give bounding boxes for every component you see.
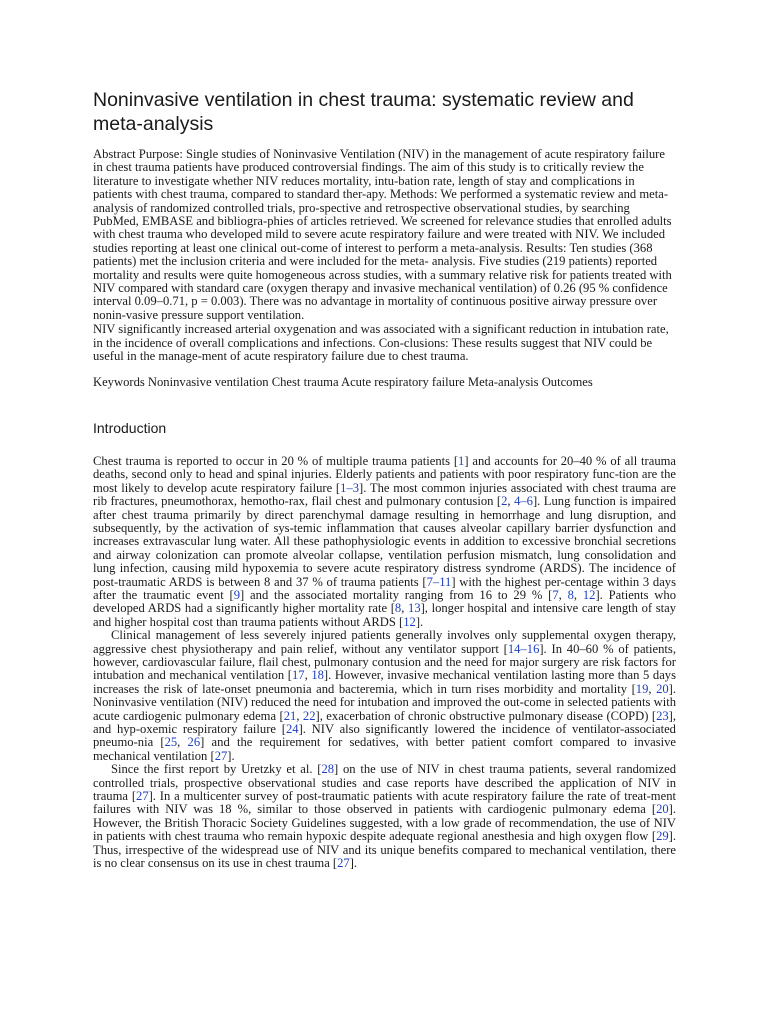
citation-link[interactable]: 14–16	[507, 641, 540, 656]
citation-link[interactable]: 13	[408, 601, 421, 616]
citation-link[interactable]: 27	[136, 789, 149, 804]
citation-link[interactable]: 8	[394, 601, 402, 616]
citation-link[interactable]: 25	[164, 735, 178, 750]
citation-link[interactable]: 24	[285, 722, 299, 737]
citation-link[interactable]: 23	[656, 708, 669, 723]
citation-link[interactable]: 28	[321, 762, 335, 777]
citation-link[interactable]: 7–11	[426, 574, 452, 589]
citation-link[interactable]: 7	[552, 587, 559, 602]
citation-link[interactable]: 2	[501, 494, 508, 509]
citation-link[interactable]: 12	[582, 587, 596, 602]
citation-link[interactable]: 9	[233, 587, 241, 602]
citation-link[interactable]: 12	[403, 614, 416, 629]
citation-link[interactable]: 1	[458, 453, 465, 468]
paper-page	[93, 88, 676, 871]
citation-link[interactable]: 8	[567, 587, 574, 602]
citation-link[interactable]: 20	[656, 802, 669, 817]
abstract-paragraph: Abstract Purpose: Single studies of Noninvasive Ventilation (NIV) in the management of acute respiratory failure in chest trauma patients have produced controversial findings. The aim of this study is to critically review the literature to investigate whether NIV reduces mortality, intu-bation rate, length of stay and complications in patients with chest trauma, compared to standard ther-apy. Methods: We performed a systematic review and meta-analysis of randomized controlled trials, pro-spective and retrospective observational studies, by searching PubMed, EMBASE and bibliogra-phies of articles retrieved. We screened for relevance studies that enrolled adults with chest trauma who developed mild to severe acute respiratory failure and were treated with NIV. We included studies reporting at least one clinical out-come of interest to perform a meta-analysis. Results: Ten studies (368 patients) met the inclusion criteria and were included for the meta- analysis. Five studies (219 patients) reported mortality and results were quite homogeneous across studies, with a summary relative risk for patients treated with NIV compared with standard care (oxygen therapy and invasive mechanical ventilation) of 0.26 (95 % confidence interval 0.09–0.71, p = 0.003). There was no advantage in mortality of continuous positive airway pressure over nonin-vasive pressure support ventilation.	[93, 147, 672, 322]
citation-link[interactable]: 27	[214, 748, 228, 763]
intro-paragraph-1: Chest trauma is reported to occur in 20 % of multiple trauma patients [1] and accounts for 20–40 % of all trauma deaths, second only to head and spinal injuries. Elderly patients and patients with poor respiratory func-tion are the most likely to develop acute respiratory failure [1–3]. The most common injuries associated with chest trauma are rib fractures, pneumothorax, hemotho-rax, flail chest and pulmonary contusion [2, 4–6]. Lung function is impaired after chest trauma primarily by direct parenchymal damage resulting in hemorrhage and lung disruption, and subsequently, by the activation of sys-temic inflammation that causes alveolar capillary barrier dysfunction and increases extravascular lung water. All these pathophysiologic events in addition to excessive bronchial secretions and airway colonization can promote alveolar collapse, ventilation perfusion mismatch, lung consolidation and lung infection, causing mild hypoxemia to severe acute respiratory distress syndrome (ARDS). The incidence of post-traumatic ARDS is between 8 and 37 % of trauma patients [7–11] with the highest per-centage within 3 days after the traumatic event [9] and the associated mortality ranging from 16 to 29 % [7, 8, 12]. Patients who developed ARDS had a significantly higher mortality rate [8, 13], longer hospital and intensive care length of stay and higher hospital cost than trauma patients without ARDS [12].	[93, 453, 677, 629]
citation-link[interactable]: 22	[302, 708, 316, 723]
citation-link[interactable]: 20	[656, 681, 669, 696]
intro-paragraph-2: Clinical management of less severely injured patients generally involves only supplemental oxygen therapy, aggressive chest physiotherapy and pain relief, without any ventilator support [14–16]. In 40–60 % of patients, however, cardiovascular failure, flail chest, pulmonary contusion and the need for major surgery are risk factors for intubation and mechanical ventilation [17, 18]. However, invasive mechanical ventilation lasting more than 5 days increases the risk of late-onset pneumonia and bacteremia, which in turn rises morbidity and mortality [19, 20]. Noninvasive ventilation (NIV) reduced the need for intubation and improved the out-come in selected patients with acute cardiogenic pulmonary edema [21, 22], exacerbation of chronic obstructive pulmonary disease (COPD) [23], and hyp-oxemic respiratory failure [24]. NIV also significantly lowered the incidence of ventilator-associated pneumo-nia [25, 26] and the requirement for sedatives, with better patient comfort compared to invasive mechanical ventilation [27].	[93, 628, 677, 763]
paper-title: Noninvasive ventilation in chest trauma: systematic review and meta-analysis	[93, 89, 634, 135]
intro-paragraph-3: Since the first report by Uretzky et al. [28] on the use of NIV in chest trauma patients, several randomized controlled trials, prospective observational studies and case reports have described the application of NIV in trauma [27]. In a multicenter survey of post-traumatic patients with acute respiratory failure the rate of treat-ment failures with NIV was 18 %, similar to those observed in patients with cardiogenic pulmonary edema [20]. However, the British Thoracic Society Guidelines suggested, with a low grade of recommendation, the use of NIV in patients with chest trauma who remain hypoxic despite adequate regional anesthesia and high oxygen flow [29]. Thus, irrespective of the widespread use of NIV and its unique benefits compared to mechanical ventilation, there is no clear consensus on its use in chest trauma [27].	[93, 762, 676, 871]
citation-link[interactable]: 17	[291, 668, 305, 683]
citation-link[interactable]: 29	[656, 829, 669, 844]
keywords: Keywords Noninvasive ventilation Chest trauma Acute respiratory failure Meta-analysis Outcomes	[93, 374, 593, 389]
citation-link[interactable]: 18	[311, 668, 324, 683]
section-heading-introduction: Introduction	[93, 419, 167, 436]
citation-link[interactable]: 1–3	[340, 480, 360, 495]
abstract-paragraph-continued: NIV significantly increased arterial oxygenation and was associated with a significant reduction in intubation rate, in the incidence of overall complications and infections. Con-clusions: These results suggest that NIV could be useful in the manage-ment of acute respiratory failure due to chest trauma.	[93, 322, 669, 364]
citation-link[interactable]: 26	[187, 735, 201, 750]
introduction-body	[93, 455, 676, 871]
citation-link[interactable]: 19	[635, 681, 649, 696]
citation-link[interactable]: 27	[337, 856, 350, 871]
citation-link[interactable]: 21	[283, 708, 297, 723]
citation-link[interactable]: 4–6	[514, 494, 533, 509]
